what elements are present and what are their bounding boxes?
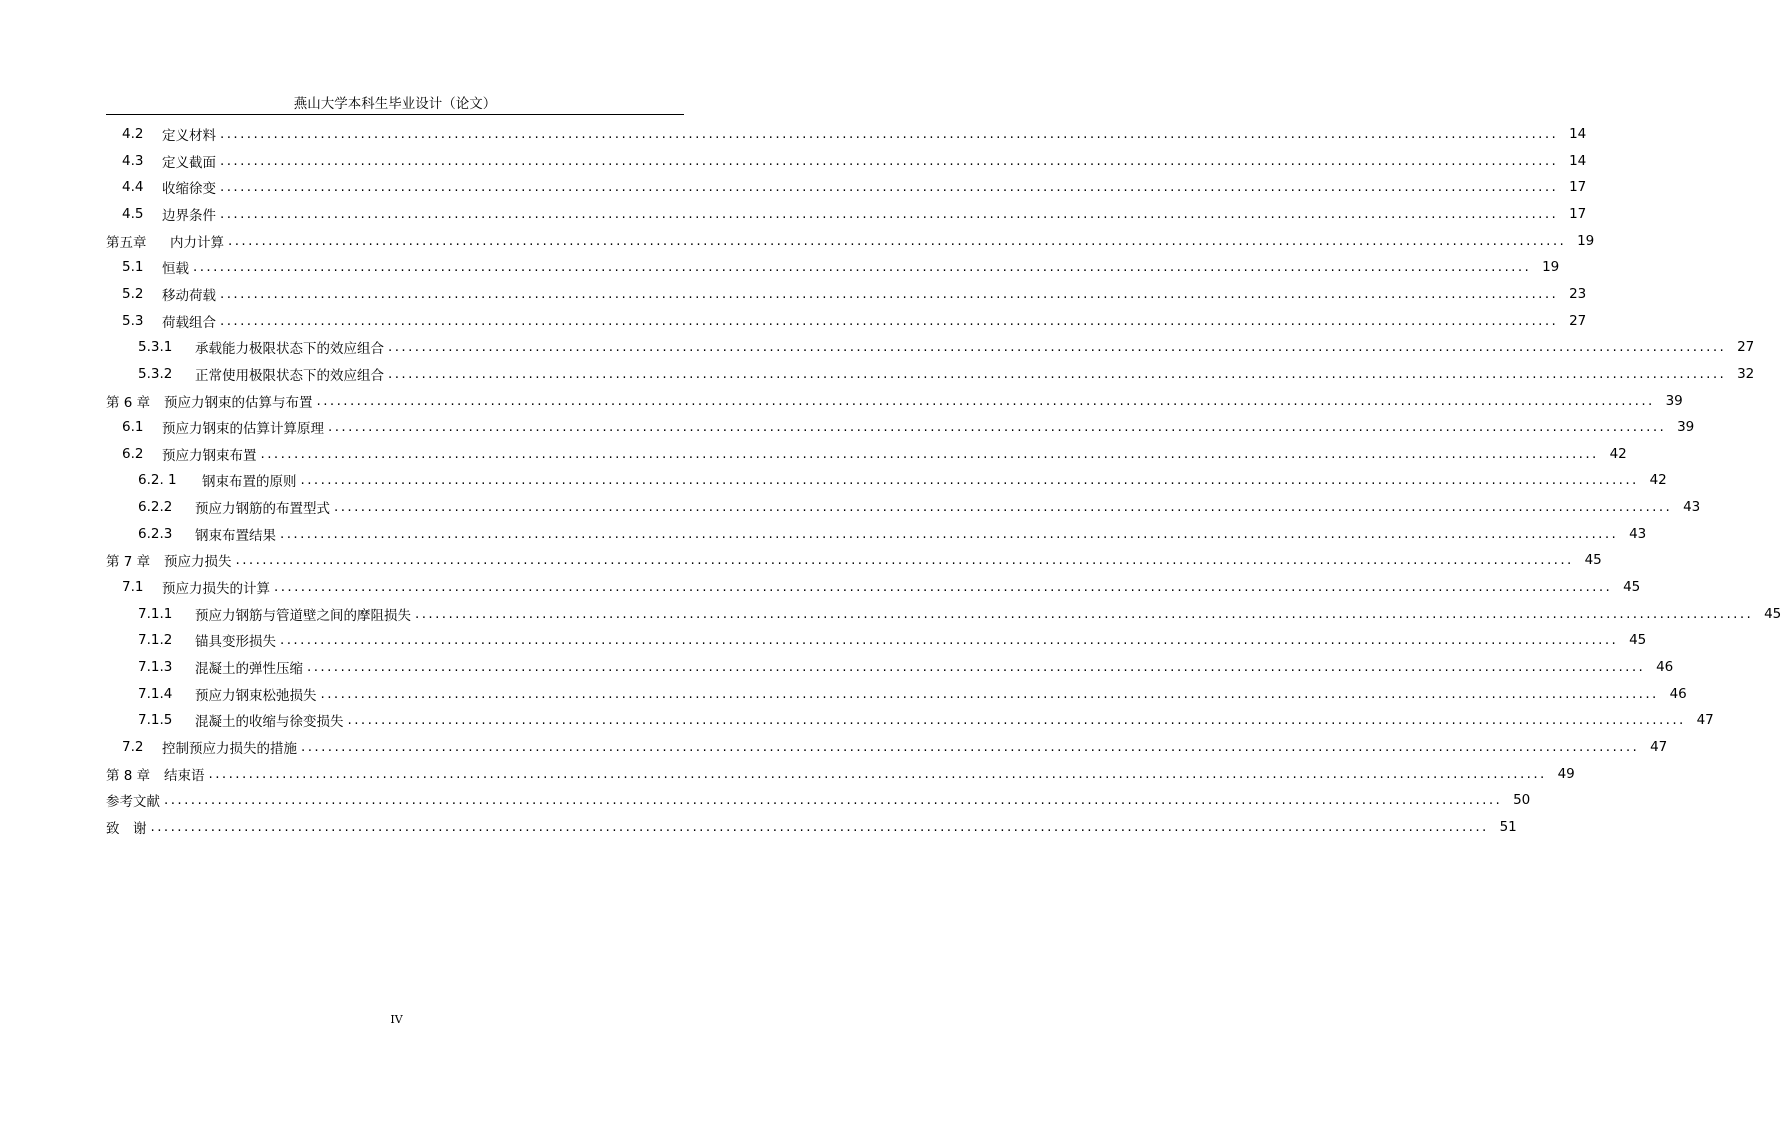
- toc-entry-page: 42: [1649, 472, 1667, 489]
- dot-leader: ........................................................................................................................................................................................................: [235, 552, 1574, 569]
- toc-entry-title: 预应力钢筋与管道壁之间的摩阻损失: [195, 607, 411, 624]
- toc-entry-title: 内力计算: [170, 234, 224, 251]
- toc-entry-page: 45: [1764, 605, 1781, 622]
- toc-entry-title: 锚具变形损失: [195, 634, 276, 651]
- dot-leader: ........................................................................................................................................................................................................: [193, 259, 1532, 276]
- dot-leader: ........................................................................................................................................................................................................: [320, 685, 1659, 702]
- toc-entry[interactable]: [122, 283, 1587, 305]
- toc-entry-page: 17: [1569, 205, 1587, 222]
- toc-entry-page: 51: [1499, 818, 1517, 835]
- toc-entry-page: 50: [1513, 792, 1531, 809]
- toc-entry-title: 预应力损失的计算: [162, 581, 270, 598]
- toc-entry-title: 钢束布置结果: [195, 527, 276, 544]
- toc-entry-number: 4.3: [122, 152, 144, 169]
- toc-entry[interactable]: [122, 310, 1587, 332]
- toc-entry-number: 第 8 章: [106, 767, 151, 784]
- toc-entry-title: 恒载: [162, 261, 189, 278]
- toc-entry-title: 预应力钢筋的布置型式: [195, 501, 330, 518]
- toc-entry-title: 控制预应力损失的措施: [162, 740, 297, 757]
- toc-entry[interactable]: [122, 736, 1668, 758]
- toc-entry[interactable]: [138, 336, 1755, 358]
- toc-entry-number: 7.1.2: [138, 632, 173, 649]
- toc-entry-number: 5.3.1: [138, 339, 173, 356]
- toc-entry-number: 第 7 章: [106, 554, 151, 571]
- dot-leader: ........................................................................................................................................................................................................: [220, 179, 1559, 196]
- toc-entry-title: 预应力钢束的估算与布置: [164, 394, 313, 411]
- toc-entry-number: 5.3: [122, 312, 144, 329]
- toc-entry-number: 6.2.2: [138, 499, 173, 516]
- toc-entry-title: 预应力钢束布置: [162, 447, 257, 464]
- toc-entry[interactable]: [106, 390, 1683, 412]
- toc-entry-page: 46: [1669, 685, 1687, 702]
- dot-leader: ........................................................................................................................................................................................................: [228, 232, 1567, 249]
- dot-leader: ........................................................................................................................................................................................................: [301, 738, 1640, 755]
- toc-entry-page: 47: [1650, 738, 1668, 755]
- toc-entry[interactable]: [138, 363, 1755, 385]
- dot-leader: ........................................................................................................................................................................................................: [220, 205, 1559, 222]
- toc-entry-title: 边界条件: [162, 207, 216, 224]
- dot-leader: ........................................................................................................................................................................................................: [220, 312, 1559, 329]
- toc-entry[interactable]: [106, 816, 1517, 838]
- toc-entry[interactable]: [138, 523, 1647, 545]
- toc-entry-title: 定义截面: [162, 154, 216, 171]
- toc-entry[interactable]: [138, 469, 1667, 491]
- toc-entry-number: 7.1.1: [138, 605, 173, 622]
- toc-entry-number: 6.2: [122, 445, 144, 462]
- toc-entry[interactable]: [106, 549, 1602, 571]
- toc-entry-title: 移动荷载: [162, 287, 216, 304]
- dot-leader: ........................................................................................................................................................................................................: [150, 818, 1489, 835]
- toc-entry-page: 27: [1737, 339, 1755, 356]
- dot-leader: ........................................................................................................................................................................................................: [347, 712, 1686, 729]
- dot-leader: ........................................................................................................................................................................................................: [164, 792, 1503, 809]
- toc-entry-number: 5.1: [122, 259, 144, 276]
- dot-leader: ........................................................................................................................................................................................................: [388, 365, 1727, 382]
- toc-entry-number: 第 6 章: [106, 394, 151, 411]
- toc-entry-title: 钢束布置的原则: [202, 474, 297, 491]
- toc-entry-page: 45: [1629, 632, 1647, 649]
- toc-entry-page: 17: [1569, 179, 1587, 196]
- toc-entry-title: 预应力钢束松弛损失: [195, 687, 317, 704]
- toc-entry-number: 第五章: [106, 234, 147, 251]
- toc-entry-page: 42: [1609, 445, 1627, 462]
- toc-entry-number: 6.1: [122, 419, 144, 436]
- toc-entry[interactable]: [122, 576, 1641, 598]
- dot-leader: ........................................................................................................................................................................................................: [307, 659, 1646, 675]
- toc-entry[interactable]: [122, 150, 1587, 172]
- toc-entry[interactable]: [122, 443, 1627, 465]
- toc-entry-title: 预应力损失: [164, 554, 232, 571]
- toc-entry-number: 7.1.3: [138, 659, 173, 675]
- toc-entry[interactable]: [138, 629, 1647, 651]
- toc-entry-page: 23: [1569, 285, 1587, 302]
- dot-leader: ........................................................................................................................................................................................................: [220, 126, 1559, 142]
- dot-leader: ........................................................................................................................................................................................................: [388, 339, 1727, 356]
- toc-entry[interactable]: [106, 789, 1531, 811]
- header-rule: [106, 114, 684, 115]
- toc-entry-page: 47: [1696, 712, 1714, 729]
- toc-entry[interactable]: [122, 256, 1560, 278]
- dot-leader: ........................................................................................................................................................................................................: [280, 525, 1619, 542]
- toc-entry[interactable]: [138, 709, 1714, 731]
- toc-entry-title: 混凝土的弹性压缩: [195, 661, 303, 677]
- toc-entry-number: 4.5: [122, 205, 144, 222]
- dot-leader: ........................................................................................................................................................................................................: [415, 605, 1754, 622]
- toc-entry-title: 收缩徐变: [162, 181, 216, 198]
- toc-entry[interactable]: [122, 123, 1587, 145]
- toc-entry[interactable]: [106, 230, 1595, 252]
- toc-entry-page: 43: [1629, 525, 1647, 542]
- dot-leader: ........................................................................................................................................................................................................: [300, 472, 1639, 489]
- running-header: 燕山大学本科生毕业设计（论文）: [293, 96, 497, 112]
- toc-entry-title: 正常使用极限状态下的效应组合: [195, 367, 384, 384]
- toc-entry-page: 19: [1542, 259, 1560, 276]
- toc-entry-page: 46: [1656, 659, 1674, 675]
- toc-entry[interactable]: [122, 176, 1587, 198]
- toc-entry-title: 定义材料: [162, 128, 216, 144]
- toc-entry[interactable]: [138, 656, 1674, 678]
- toc-entry[interactable]: [122, 416, 1695, 438]
- toc-entry-page: 32: [1737, 365, 1755, 382]
- toc-entry-number: 6.2.3: [138, 525, 173, 542]
- dot-leader: ........................................................................................................................................................................................................: [328, 419, 1667, 436]
- toc-entry[interactable]: [138, 603, 1781, 625]
- toc-entry-title: 致 谢: [106, 820, 147, 837]
- toc-entry-title: 预应力钢束的估算计算原理: [162, 421, 324, 438]
- toc-entry[interactable]: [106, 763, 1575, 785]
- toc-entry-number: 7.1.4: [138, 685, 173, 702]
- dot-leader: ........................................................................................................................................................................................................: [220, 152, 1559, 169]
- toc-entry-page: 19: [1577, 232, 1595, 249]
- toc-entry-page: 49: [1557, 765, 1575, 782]
- page-number: IV: [390, 1013, 403, 1026]
- toc-entry-page: 39: [1677, 419, 1695, 436]
- dot-leader: ........................................................................................................................................................................................................: [220, 285, 1559, 302]
- toc-entry-page: 39: [1665, 392, 1683, 409]
- toc-entry-number: 4.2: [122, 126, 144, 142]
- dot-leader: ........................................................................................................................................................................................................: [274, 579, 1613, 596]
- dot-leader: ........................................................................................................................................................................................................: [208, 765, 1547, 782]
- toc-entry-title: 混凝土的收缩与徐变损失: [195, 714, 344, 731]
- toc-entry-page: 45: [1584, 552, 1602, 569]
- dot-leader: ........................................................................................................................................................................................................: [260, 445, 1599, 462]
- toc-entry-title: 荷载组合: [162, 314, 216, 331]
- toc-entry-page: 27: [1569, 312, 1587, 329]
- toc-entry-title: 参考文献: [106, 794, 160, 811]
- toc-entry-number: 7.1.5: [138, 712, 173, 729]
- toc-entry-title: 结束语: [164, 767, 205, 784]
- toc-entry-number: 7.2: [122, 738, 144, 755]
- toc-entry[interactable]: [138, 496, 1701, 518]
- toc-entry[interactable]: [122, 203, 1587, 225]
- toc-entry-number: 7.1: [122, 579, 144, 596]
- toc-entry-number: 4.4: [122, 179, 144, 196]
- toc-entry-page: 14: [1569, 126, 1587, 142]
- dot-leader: ........................................................................................................................................................................................................: [280, 632, 1619, 649]
- toc-entry-page: 45: [1623, 579, 1641, 596]
- toc-entry[interactable]: [138, 683, 1687, 705]
- dot-leader: ........................................................................................................................................................................................................: [316, 392, 1655, 409]
- dot-leader: ........................................................................................................................................................................................................: [334, 499, 1673, 516]
- toc-entry-number: 6.2. 1: [138, 472, 177, 489]
- toc-entry-page: 14: [1569, 152, 1587, 169]
- toc-entry-number: 5.2: [122, 285, 144, 302]
- toc-entry-title: 承载能力极限状态下的效应组合: [195, 341, 384, 358]
- toc-entry-page: 43: [1683, 499, 1701, 516]
- toc-entry-number: 5.3.2: [138, 365, 173, 382]
